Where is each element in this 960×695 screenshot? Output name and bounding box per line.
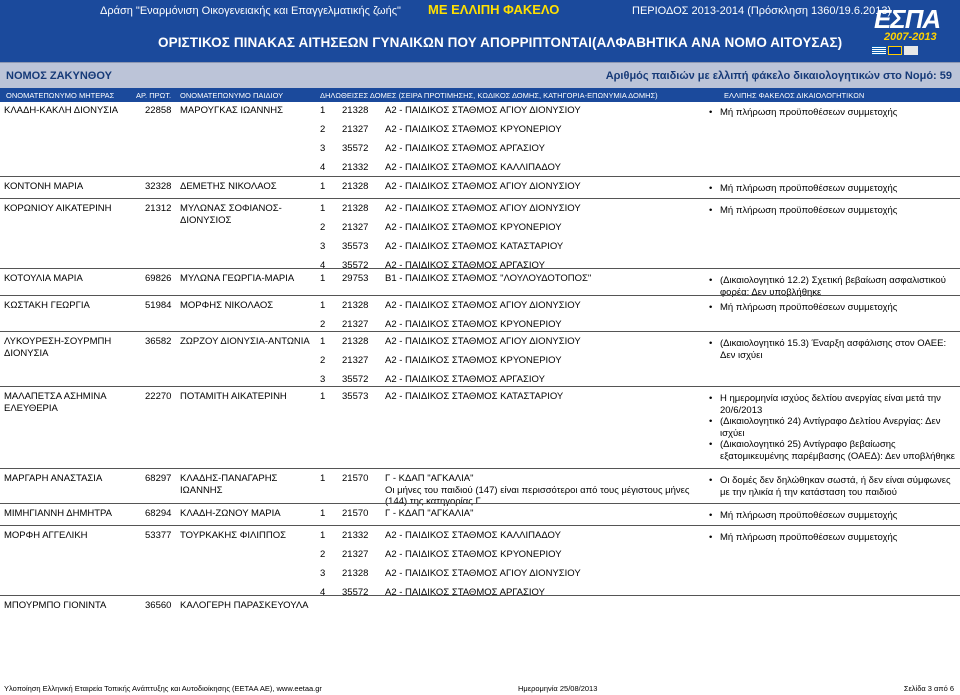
note-item: • (Δικαιολογητικό 12.2) Σχετική βεβαίωση ασφαλιστικού φορέα: Δεν υποβλήθηκε (708, 275, 956, 298)
espa-logo-years: 2007-2013 (884, 31, 937, 43)
structure-name: Α2 - ΠΑΙΔΙΚΟΣ ΣΤΑΘΜΟΣ ΑΓΙΟΥ ΔΙΟΝΥΣΙΟΥ (385, 300, 581, 311)
structure-code: 35573 (342, 241, 369, 252)
child-name: ΜΟΡΦΗΣ ΝΙΚΟΛΑΟΣ (180, 300, 274, 311)
logo-flags (872, 46, 918, 55)
protocol-number: 68294 (145, 508, 172, 519)
structure-code: 35572 (342, 374, 369, 385)
structure-code: 35572 (342, 260, 369, 271)
footer-date: Ημερομηνία 25/08/2013 (518, 684, 598, 693)
protocol-number: 68297 (145, 473, 172, 484)
row-divider (0, 468, 960, 469)
mother-name: ΚΟΤΟΥΛΙΑ ΜΑΡΙΑ (4, 273, 83, 284)
note-item: • Η ημερομηνία ισχύος δελτίου ανεργίας είναι μετά την 20/6/2013 (708, 393, 956, 416)
structure-code: 21328 (342, 203, 369, 214)
choice-order: 1 (320, 473, 326, 484)
row-divider (0, 595, 960, 596)
structure-name: Α2 - ΠΑΙΔΙΚΟΣ ΣΤΑΘΜΟΣ ΚΑΛΛΙΠΑΔΟΥ (385, 530, 561, 541)
protocol-number: 51984 (145, 300, 172, 311)
choice-order: 3 (320, 374, 326, 385)
missing-documents-note (708, 107, 956, 119)
children-count: Αριθμός παιδιών με ελλιπή φάκελο δικαιολογητικών στο Νομό: 59 (605, 70, 952, 82)
choice-order: 2 (320, 222, 326, 233)
col-child: ΟΝΟΜΑΤΕΠΩΝΥΜΟ ΠΑΙΔΙΟΥ (180, 91, 284, 100)
page-footer (0, 684, 960, 695)
note-item: • Μή πλήρωση προϋποθέσεων συμμετοχής (708, 183, 956, 195)
nsrf-emblem-icon (904, 46, 918, 55)
col-protocol: ΑΡ. ΠΡΩΤ. (136, 91, 172, 100)
missing-documents-note (708, 183, 956, 195)
protocol-number: 36560 (145, 600, 172, 611)
structure-name: Α2 - ΠΑΙΔΙΚΟΣ ΣΤΑΘΜΟΣ ΑΓΙΟΥ ΔΙΟΝΥΣΙΟΥ (385, 105, 581, 116)
protocol-number: 53377 (145, 530, 172, 541)
document-header (0, 0, 960, 62)
structure-name: Α2 - ΠΑΙΔΙΚΟΣ ΣΤΑΘΜΟΣ ΑΡΓΑΣΙΟΥ (385, 260, 545, 271)
prefecture-name: ΝΟΜΟΣ ΖΑΚΥΝΘΟΥ (6, 70, 112, 82)
structure-code: 21327 (342, 124, 369, 135)
structure-code: 21327 (342, 355, 369, 366)
choice-order: 1 (320, 181, 326, 192)
structure-name: Α2 - ΠΑΙΔΙΚΟΣ ΣΤΑΘΜΟΣ ΚΡΥΟΝΕΡΙΟΥ (385, 124, 562, 135)
structure-name: Α2 - ΠΑΙΔΙΚΟΣ ΣΤΑΘΜΟΣ ΑΡΓΑΣΙΟΥ (385, 374, 545, 385)
structure-name: Β1 - ΠΑΙΔΙΚΟΣ ΣΤΑΘΜΟΣ "ΛΟΥΛΟΥΔΟΤΟΠΟΣ" (385, 273, 592, 284)
choice-order: 1 (320, 391, 326, 402)
col-mother: ΟΝΟΜΑΤΕΠΩΝΥΜΟ ΜΗΤΕΡΑΣ (6, 91, 115, 100)
mother-name: ΜΑΛΑΠΕΤΣΑ ΑΣΗΜΙΝΑ ΕΛΕΥΘΕΡΙΑ (4, 391, 107, 414)
missing-documents-note (708, 205, 956, 217)
page-title: ΟΡΙΣΤΙΚΟΣ ΠΙΝΑΚΑΣ ΑΙΤΗΣΕΩΝ ΓΥΝΑΙΚΩΝ ΠΟΥ ΑΠΟΡΡΙΠΤΟΝΤΑΙ(ΑΛΦΑΒΗΤΙΚΑ ΑΝΑ ΝΟΜΟ ΑΙΤΟΥΣΑΣ) (158, 35, 843, 50)
protocol-number: 36582 (145, 336, 172, 347)
missing-documents-note (708, 475, 956, 498)
choice-order: 1 (320, 336, 326, 347)
mother-name: ΜΑΡΓΑΡΗ ΑΝΑΣΤΑΣΙΑ (4, 473, 103, 484)
protocol-number: 69826 (145, 273, 172, 284)
structure-name: Α2 - ΠΑΙΔΙΚΟΣ ΣΤΑΘΜΟΣ ΑΡΓΑΣΙΟΥ (385, 143, 545, 154)
structure-name: Α2 - ΠΑΙΔΙΚΟΣ ΣΤΑΘΜΟΣ ΑΡΓΑΣΙΟΥ (385, 587, 545, 598)
protocol-number: 21312 (145, 203, 172, 214)
child-name: ΚΛΑΔΗΣ-ΠΑΝΑΓΑΡΗΣ ΙΩΑΝΝΗΣ (180, 473, 278, 496)
missing-documents-note (708, 510, 956, 522)
row-divider (0, 295, 960, 296)
child-name: ΤΟΥΡΚΑΚΗΣ ΦΙΛΙΠΠΟΣ (180, 530, 286, 541)
child-name: ΚΛΑΔΗ-ΖΩΝΟΥ ΜΑΡΙΑ (180, 508, 281, 519)
mother-name: ΜΙΜΗΓΙΑΝΝΗ ΔΗΜΗΤΡΑ (4, 508, 112, 519)
note-item: • (Δικαιολογητικό 15.3) Έναρξη ασφάλισης στον ΟΑΕΕ: Δεν ισχύει (708, 338, 956, 361)
child-name: ΖΩΡΖΟΥ ΔΙΟΝΥΣΙΑ-ΑΝΤΩΝΙΑ (180, 336, 310, 347)
structure-code: 21327 (342, 319, 369, 330)
greek-flag-icon (872, 46, 886, 55)
structure-code: 21327 (342, 222, 369, 233)
choice-order: 1 (320, 300, 326, 311)
child-name: ΠΟΤΑΜΙΤΗ ΑΙΚΑΤΕΡΙΝΗ (180, 391, 287, 402)
missing-documents-note (708, 338, 956, 361)
structure-remark: Οι μήνες του παιδιού (147) είναι περισσότεροι από τους μέγιστους μήνες (144) της κατηγορίας Γ (385, 485, 690, 507)
records-table (0, 105, 960, 615)
choice-order: 1 (320, 273, 326, 284)
structure-code: 21328 (342, 568, 369, 579)
structure-code: 21328 (342, 336, 369, 347)
structure-name: Α2 - ΠΑΙΔΙΚΟΣ ΣΤΑΘΜΟΣ ΑΓΙΟΥ ΔΙΟΝΥΣΙΟΥ (385, 181, 581, 192)
file-status-title: ΜΕ ΕΛΛΙΠΗ ΦΑΚΕΛΟ (428, 2, 560, 17)
footer-credit: Υλοποίηση Ελληνική Εταιρεία Τοπικής Ανάπτυξης και Αυτοδιοίκησης (ΕΕΤΑΑ ΑΕ), www.eetaa.gr (4, 684, 322, 693)
row-divider (0, 268, 960, 269)
note-item: • Μή πλήρωση προϋποθέσεων συμμετοχής (708, 532, 956, 544)
mother-name: ΛΥΚΟΥΡΕΣΗ-ΣΟΥΡΜΠΗ ΔΙΟΝΥΣΙΑ (4, 336, 112, 359)
structure-name: Α2 - ΠΑΙΔΙΚΟΣ ΣΤΑΘΜΟΣ ΚΑΛΛΙΠΑΔΟΥ (385, 162, 561, 173)
protocol-number: 22270 (145, 391, 172, 402)
choice-order: 1 (320, 105, 326, 116)
prefecture-bar (0, 62, 960, 88)
choice-order: 2 (320, 549, 326, 560)
structure-code: 21328 (342, 181, 369, 192)
choice-order: 2 (320, 124, 326, 135)
action-title: Δράση "Εναρμόνιση Οικογενειακής και Επαγγελματικής ζωής" (100, 5, 401, 17)
col-structures: ΔΗΛΩΘΕΙΣΕΣ ΔΟΜΕΣ (ΣΕΙΡΑ ΠΡΟΤΙΜΗΣΗΣ, ΚΩΔΙΚΟΣ ΔΟΜΗΣ, ΚΑΤΗΓΟΡΙΑ-ΕΠΩΝΥΜΙΑ ΔΟΜΗΣ) (320, 91, 658, 100)
structure-name: Α2 - ΠΑΙΔΙΚΟΣ ΣΤΑΘΜΟΣ ΑΓΙΟΥ ΔΙΟΝΥΣΙΟΥ (385, 568, 581, 579)
mother-name: ΜΟΡΦΗ ΑΓΓΕΛΙΚΗ (4, 530, 88, 541)
child-name: ΜΥΛΩΝΑΣ ΣΟΦΙΑΝΟΣ-ΔΙΟΝΥΣΙΟΣ (180, 203, 282, 226)
structure-code: 21332 (342, 162, 369, 173)
structure-name: Γ - ΚΔΑΠ "ΑΓΚΑΛΙΑ" (385, 508, 474, 519)
structure-name: Α2 - ΠΑΙΔΙΚΟΣ ΣΤΑΘΜΟΣ ΚΡΥΟΝΕΡΙΟΥ (385, 355, 562, 366)
protocol-number: 32328 (145, 181, 172, 192)
note-item: • Οι δομές δεν δηλώθηκαν σωστά, ή δεν είναι σύμφωνες με την ηλικία ή την κατάσταση του παιδιού (708, 475, 956, 498)
mother-name: ΚΛΑΔΗ-ΚΑΚΛΗ ΔΙΟΝΥΣΙΑ (4, 105, 119, 116)
structure-name: Α2 - ΠΑΙΔΙΚΟΣ ΣΤΑΘΜΟΣ ΑΓΙΟΥ ΔΙΟΝΥΣΙΟΥ (385, 203, 581, 214)
structure-code: 21570 (342, 473, 369, 484)
mother-name: ΜΠΟΥΡΜΠΟ ΓΙΟΝΙΝΤΑ (4, 600, 107, 611)
structure-name: Α2 - ΠΑΙΔΙΚΟΣ ΣΤΑΘΜΟΣ ΚΑΤΑΣΤΑΡΙΟΥ (385, 241, 564, 252)
child-name: ΔΕΜΕΤΗΣ ΝΙΚΟΛΑΟΣ (180, 181, 277, 192)
mother-name: ΚΟΡΩΝΙΟΥ ΑΙΚΑΤΕΡΙΝΗ (4, 203, 112, 214)
footer-page-number: Σελίδα 3 από 6 (903, 684, 954, 693)
structure-code: 21327 (342, 549, 369, 560)
choice-order: 3 (320, 241, 326, 252)
choice-order: 1 (320, 203, 326, 214)
col-missing: ΕΛΛΙΠΗΣ ΦΑΚΕΛΟΣ ΔΙΚΑΙΟΛΟΓΗΤΙΚΩΝ (724, 91, 865, 100)
structure-code: 29753 (342, 273, 369, 284)
choice-order: 1 (320, 530, 326, 541)
protocol-number: 22858 (145, 105, 172, 116)
child-name: ΚΑΛΟΓΕΡΗ ΠΑΡΑΣΚΕΥΟΥΛΑ (180, 600, 309, 611)
note-item: • Μή πλήρωση προϋποθέσεων συμμετοχής (708, 205, 956, 217)
missing-documents-note (708, 393, 956, 462)
mother-name: ΚΩΣΤΑΚΗ ΓΕΩΡΓΙΑ (4, 300, 90, 311)
missing-documents-note (708, 532, 956, 544)
structure-name: Α2 - ΠΑΙΔΙΚΟΣ ΣΤΑΘΜΟΣ ΑΓΙΟΥ ΔΙΟΝΥΣΙΟΥ (385, 336, 581, 347)
structure-code: 35572 (342, 143, 369, 154)
structure-code: 35573 (342, 391, 369, 402)
row-divider (0, 386, 960, 387)
choice-order: 4 (320, 587, 326, 598)
structure-name: Α2 - ΠΑΙΔΙΚΟΣ ΣΤΑΘΜΟΣ ΚΡΥΟΝΕΡΙΟΥ (385, 222, 562, 233)
missing-documents-note (708, 302, 956, 314)
eu-flag-icon (888, 46, 902, 55)
structure-code: 21328 (342, 105, 369, 116)
structure-name: Α2 - ΠΑΙΔΙΚΟΣ ΣΤΑΘΜΟΣ ΚΡΥΟΝΕΡΙΟΥ (385, 319, 562, 330)
note-item: • (Δικαιολογητικό 24) Αντίγραφο Δελτίου Ανεργίας: Δεν ισχύει (708, 416, 956, 439)
table-header (0, 88, 960, 102)
structure-code: 21332 (342, 530, 369, 541)
row-divider (0, 198, 960, 199)
child-name: ΜΥΛΩΝΑ ΓΕΩΡΓΙΑ-ΜΑΡΙΑ (180, 273, 295, 284)
choice-order: 3 (320, 568, 326, 579)
row-divider (0, 503, 960, 504)
choice-order: 1 (320, 508, 326, 519)
structure-code: 35572 (342, 587, 369, 598)
espa-logo-text: ΕΣΠΑ (874, 4, 941, 34)
choice-order: 3 (320, 143, 326, 154)
child-name: ΜΑΡΟΥΓΚΑΣ ΙΩΑΝΝΗΣ (180, 105, 283, 116)
choice-order: 2 (320, 355, 326, 366)
choice-order: 2 (320, 319, 326, 330)
note-item: • Μή πλήρωση προϋποθέσεων συμμετοχής (708, 107, 956, 119)
choice-order: 4 (320, 260, 326, 271)
note-item: • Μή πλήρωση προϋποθέσεων συμμετοχής (708, 510, 956, 522)
structure-name: Α2 - ΠΑΙΔΙΚΟΣ ΣΤΑΘΜΟΣ ΚΡΥΟΝΕΡΙΟΥ (385, 549, 562, 560)
note-item: • (Δικαιολογητικό 25) Αντίγραφο βεβαίωσης εξατομικευμένης παρέμβασης (ΟΑΕΔ): Δεν υποβλήθηκε (708, 439, 956, 462)
structure-name: Γ - ΚΔΑΠ "ΑΓΚΑΛΙΑ" (385, 473, 474, 484)
row-divider (0, 331, 960, 332)
mother-name: ΚΟΝΤΟΝΗ ΜΑΡΙΑ (4, 181, 84, 192)
row-divider (0, 176, 960, 177)
espa-logo (868, 2, 958, 58)
structure-code: 21328 (342, 300, 369, 311)
structure-code: 21570 (342, 508, 369, 519)
structure-name: Α2 - ΠΑΙΔΙΚΟΣ ΣΤΑΘΜΟΣ ΚΑΤΑΣΤΑΡΙΟΥ (385, 391, 564, 402)
row-divider (0, 525, 960, 526)
choice-order: 4 (320, 162, 326, 173)
note-item: • Μή πλήρωση προϋποθέσεων συμμετοχής (708, 302, 956, 314)
period-label: ΠΕΡΙΟΔΟΣ 2013-2014 (Πρόσκληση 1360/19.6.2013) (632, 5, 892, 17)
